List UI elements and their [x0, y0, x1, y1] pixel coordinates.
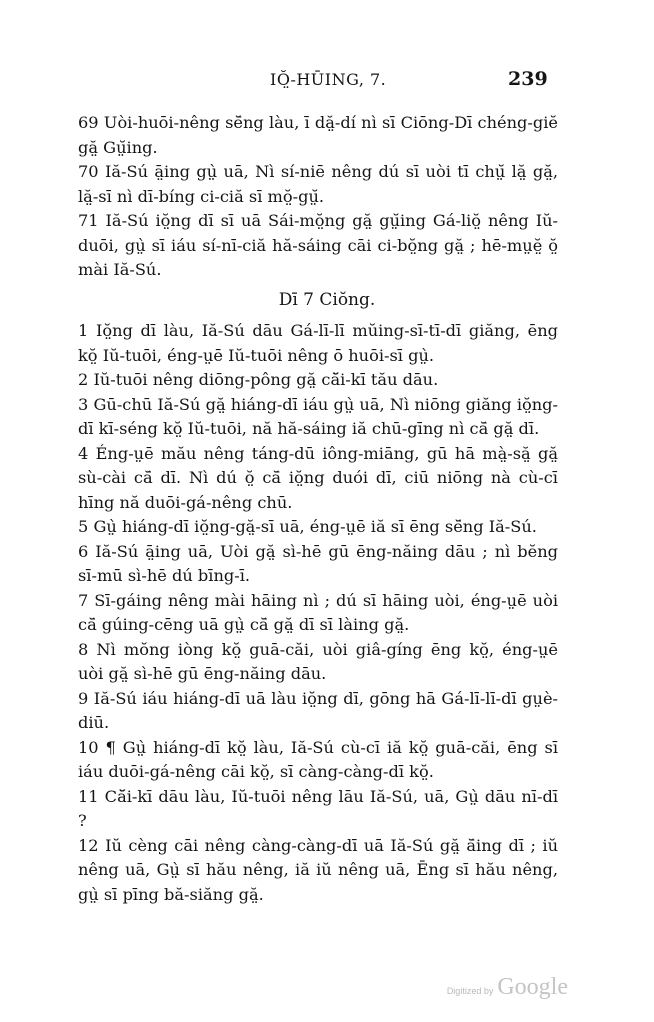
verse-9: 9 Iă-Sú iáu hiáng-dī uā làu iŏ̤ng dī, gōng hā Gá-lī-lī-dī gṳè-diū. — [78, 688, 558, 732]
running-head — [0, 66, 654, 94]
verse-5: 5 Gṳ̀ hiáng-dī iŏ̤ng-gă̤-sī uā, éng-ṳē iă sī ēng sĕ̄ng Iă-Sú. — [78, 517, 537, 536]
watermark-brand: Google — [497, 974, 568, 1000]
verse-70: 70 Iă-Sú ā̤ing gṳ̀ uā, Nì sí-niē nêng dú sī uòi tī chṳ̆ lă̤ gă̤, lă̤-sī nì dī-bíng ci-ciă sī mŏ̤-gṳ̆. — [78, 162, 558, 206]
verse-12: 12 Iŭ cèng cāi nêng càng-càng-dī uā Iă-Sú gă̤ ă̄ing dī ; iŭ nêng uā, Gṳ̀ sī hău nêng, iă iŭ nêng uā, Ēng sī hău nêng, gṳ̀ sī pīng bă-siăng gă̤. — [78, 835, 558, 904]
verse-11: 11 Că̆i-kī dāu làu, Iŭ-tuōi nêng lāu Iă-Sú, uā, Gṳ̀ dāu nī-dī ? — [78, 786, 558, 830]
verse-71: 71 Iă-Sú iŏ̤ng dī sī uā Sái-mŏ̤ng gă̤ gṳ̆ing Gá-liŏ̤ nêng Iŭ-duōi, gṳ̀ sī iáu sí-nī-ciă hă-sáing cāi ci-bŏ̤ng gă̤ ; hē-mṳĕ̤ ŏ̤ mài Iă-Sú. — [78, 211, 558, 279]
verse-69: 69 Uòi-huōi-nêng sĕ̄ng làu, ī dă̤-dí nì sī Ciōng-Dī chéng-giĕ gă̤ Gṳ̆ing. — [78, 113, 558, 157]
digitized-watermark — [447, 974, 568, 1001]
verses-after-heading — [78, 319, 558, 907]
verse-1: 1 Iŏ̤ng dī làu, Iă-Sú dāu Gá-lī-lī mŭing-sī-tī-dī giăng, ēng kŏ̤ Iŭ-tuōi, éng-ṳē Iŭ-tuōi nêng ō huōi-sī gṳ̀. — [78, 321, 558, 365]
page-number: 239 — [508, 68, 548, 90]
watermark-prefix: Digitized by — [446, 986, 494, 996]
verses-before-heading — [78, 111, 558, 283]
running-title: IŎ̤-HŪING, 7. — [270, 70, 387, 89]
chapter-heading: Dī 7 Ciŏng. — [278, 290, 376, 310]
verse-7: 7 Sī-gáing nêng mài hāing nì ; dú sī hāing uòi, éng-ṳē uòi că̄ gúing-cēng uā gṳ̀ că̄ gă̤ dī sī làing gă̤. — [78, 590, 558, 634]
verse-6: 6 Iă-Sú ā̤ing uā, Uòi gă̤ sì-hē gū ēng-năing dāu ; nì bĕng sī-mū sì-hē dú bīng-ī. — [78, 541, 558, 585]
verse-8: 8 Nì mŏng iòng kŏ̤ guā-căi, uòi giâ-gíng ēng kŏ̤, éng-ṳē uòi gă̤ sì-hē gū ēng-năing dāu. — [78, 639, 558, 683]
verse-3: 3 Gū-chū Iă-Sú gă̤ hiáng-dī iáu gṳ̀ uā, Nì niōng giăng iŏ̤ng-dī kī-séng kŏ̤ Iŭ-tuōi, nă hă-sáing iă chū-gīng nì că̄ gă̤ dī. — [78, 394, 558, 438]
verse-10: 10 ¶ Gṳ̀ hiáng-dī kŏ̤ làu, Iă-Sú cù-cī iă kŏ̤ guā-căi, ēng sī iáu duōi-gá-nêng cāi kŏ̤, sī càng-càng-dī kŏ̤. — [78, 737, 558, 781]
verse-2: 2 Iŭ-tuōi nêng diōng-pông gă̤ că̆i-kī tău dāu. — [78, 370, 439, 389]
verse-4: 4 Éng-ṳē mău nêng táng-dū iông-miāng, gū hā mà̤-să̤ gă̤ sù-cài că̄ dī. Nì dú ŏ̤ că̄ iŏ̤ng duói dī, ciū niōng nà cù-cī hīng nă duōi-gá-nêng chū. — [78, 443, 558, 512]
